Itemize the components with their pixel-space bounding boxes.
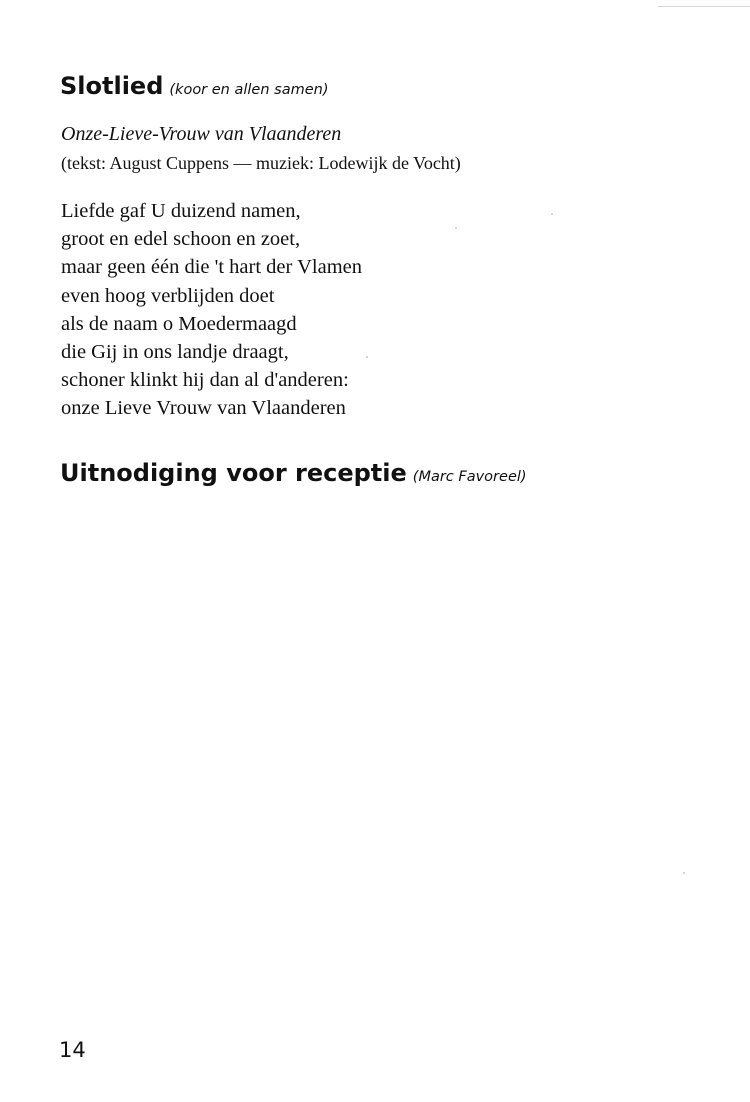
- page-number: 14: [59, 1038, 86, 1062]
- lyric-line: Liefde gaf U duizend namen,: [61, 200, 301, 222]
- closing-song-heading: [60, 72, 328, 100]
- lyric-line: even hoog verblijden doet: [61, 284, 275, 307]
- invitation-note: (Marc Favoreel): [412, 469, 527, 485]
- lyric-line: die Gij in ons landje draagt,: [61, 341, 289, 364]
- scan-speck: [366, 356, 368, 358]
- page-edge-line: [658, 6, 750, 7]
- lyric-line: onze Lieve Vrouw van Vlaanderen: [61, 397, 346, 420]
- invitation-title: Uitnodiging voor receptie: [60, 459, 407, 487]
- invitation-heading: [60, 459, 527, 487]
- lyric-line: als de naam o Moedermaagd: [61, 312, 297, 335]
- song-lyrics: [61, 197, 362, 423]
- song-title: Onze-Lieve-Vrouw van Vlaanderen: [61, 123, 342, 145]
- scan-speck: [683, 872, 685, 874]
- closing-song-note: (koor en allen samen): [169, 82, 329, 98]
- scan-speck: [455, 227, 457, 229]
- scan-speck: [551, 213, 553, 215]
- lyric-line: maar geen één die 't hart der Vlamen: [61, 256, 362, 279]
- song-credits: (tekst: August Cuppens — muziek: Lodewijk de Vocht): [61, 153, 461, 173]
- closing-song-title: Slotlied: [60, 72, 164, 100]
- lyric-line: schoner klinkt hij dan al d'anderen:: [61, 369, 349, 392]
- lyric-line: groot en edel schoon en zoet,: [61, 228, 301, 251]
